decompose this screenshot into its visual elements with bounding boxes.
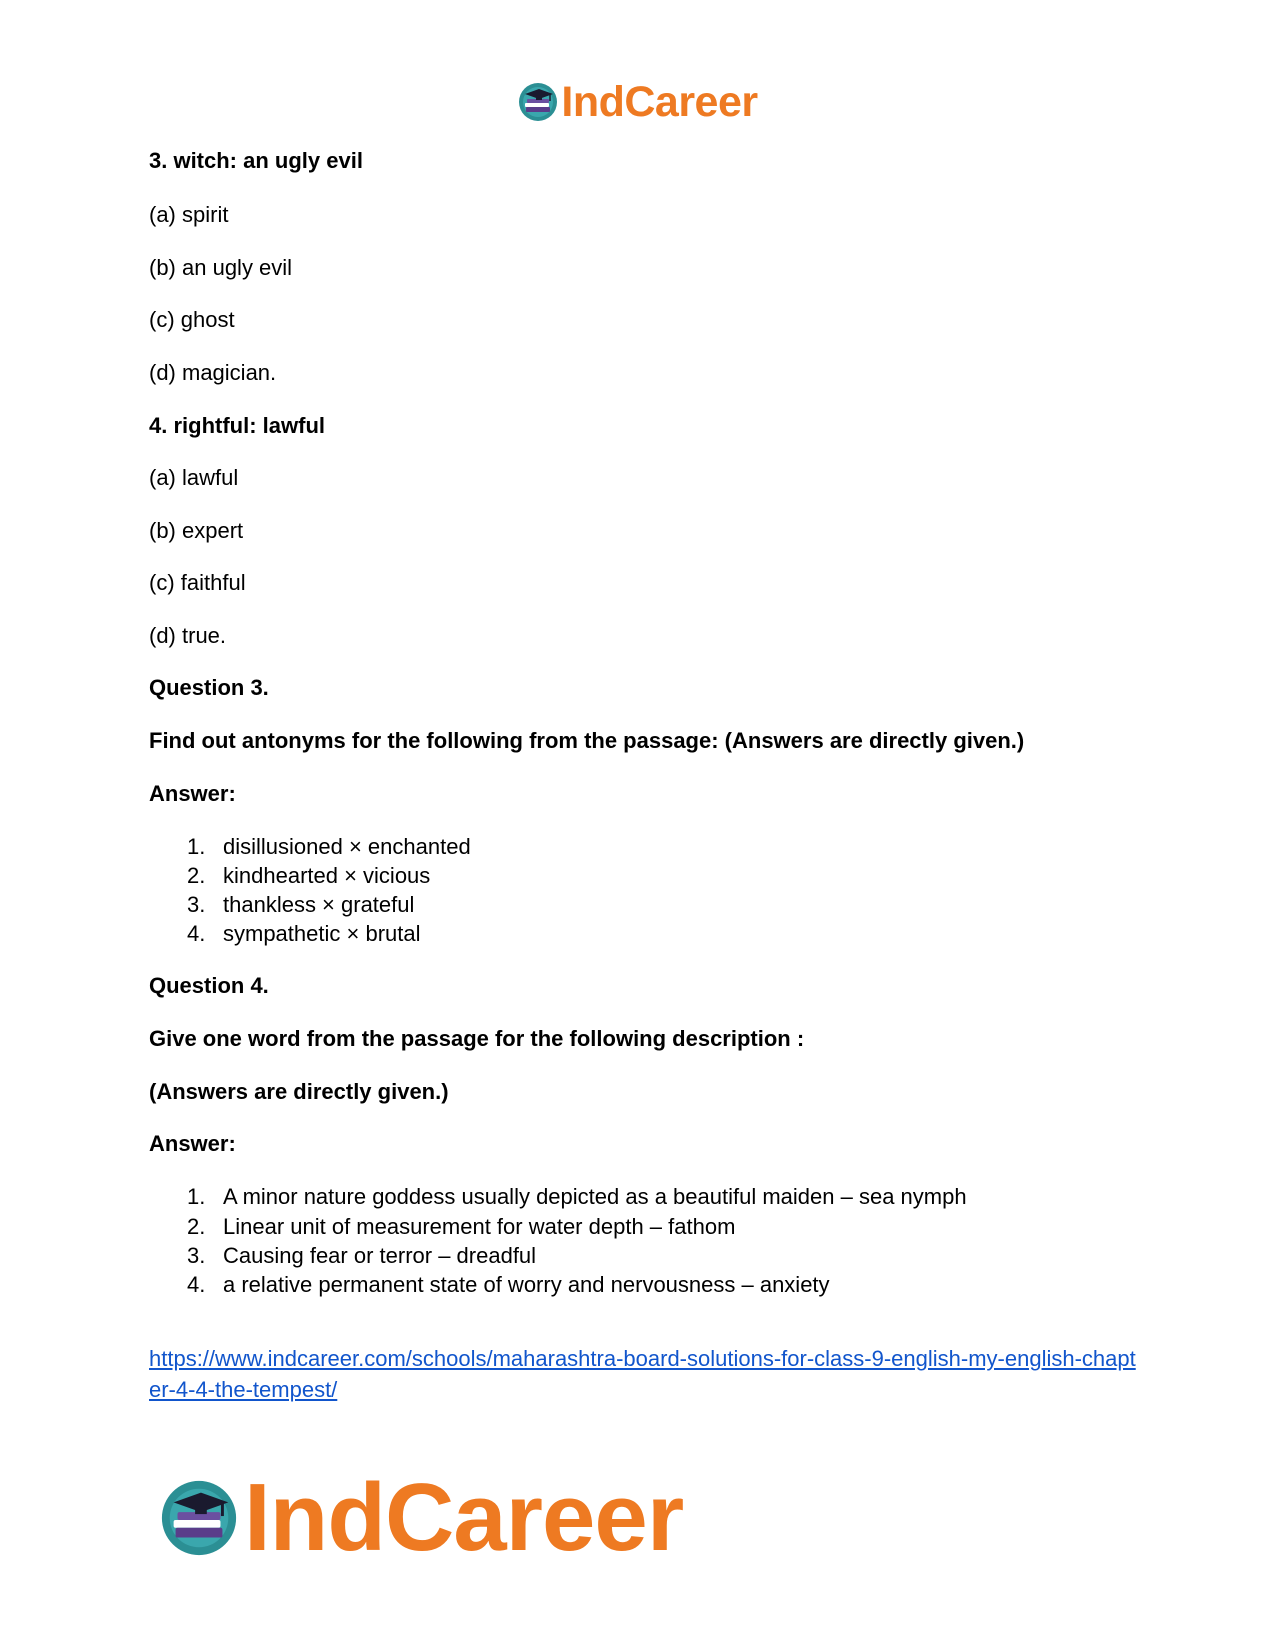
question-note: (Answers are directly given.) <box>149 1079 449 1104</box>
list-number: 2. <box>187 863 206 888</box>
list-number: 1. <box>187 834 206 859</box>
list-number: 3. <box>187 1243 206 1268</box>
option: (c) ghost <box>149 307 235 332</box>
list-number: 3. <box>187 892 206 917</box>
answer-label: Answer: <box>149 1131 236 1156</box>
list-number: 1. <box>187 1184 206 1209</box>
option: (d) true. <box>149 623 227 648</box>
list-item <box>187 1184 967 1210</box>
option: (b) expert <box>149 518 244 543</box>
list-text: a relative permanent state of worry and nervousness – anxiety <box>223 1272 830 1297</box>
list-number: 2. <box>187 1214 206 1239</box>
header-logo <box>0 78 1275 126</box>
list-text: disillusioned × enchanted <box>223 834 471 859</box>
option: (a) lawful <box>149 465 239 490</box>
option: (c) faithful <box>149 570 246 595</box>
list-item <box>187 1272 830 1298</box>
list-item <box>187 921 420 947</box>
list-item <box>187 834 471 860</box>
list-item <box>187 1243 536 1269</box>
list-text: A minor nature goddess usually depicted as a beautiful maiden – sea nymph <box>223 1184 967 1209</box>
list-text: Causing fear or terror – dreadful <box>223 1243 537 1268</box>
vocab-item-heading: 3. witch: an ugly evil <box>149 148 363 173</box>
logo-wordmark: IndCareer <box>244 1464 684 1571</box>
list-item <box>187 863 430 889</box>
logo-wordmark: IndCareer <box>561 78 758 126</box>
option: (d) magician. <box>149 360 277 385</box>
option: (b) an ugly evil <box>149 255 293 280</box>
list-text: Linear unit of measurement for water depth – fathom <box>223 1214 736 1239</box>
list-text: kindhearted × vicious <box>223 863 431 888</box>
list-item <box>187 1214 735 1240</box>
question-title: Question 4. <box>149 973 269 998</box>
list-number: 4. <box>187 1272 206 1297</box>
list-text: sympathetic × brutal <box>223 921 421 946</box>
question-prompt: Find out antonyms for the following from the passage: (Answers are directly given.) <box>149 728 1025 753</box>
option: (a) spirit <box>149 202 229 227</box>
list-text: thankless × grateful <box>223 892 415 917</box>
question-title: Question 3. <box>149 675 269 700</box>
list-item <box>187 892 414 918</box>
source-link[interactable]: https://www.indcareer.com/schools/maharashtra-board-solutions-for-class-9-english-my-english-chapter-4-4-the-tempest/ <box>149 1346 1136 1402</box>
graduation-book-icon <box>158 1477 240 1559</box>
footer-logo <box>158 1464 684 1571</box>
answer-label: Answer: <box>149 781 236 806</box>
vocab-item-heading: 4. rightful: lawful <box>149 413 325 438</box>
graduation-book-icon <box>517 81 559 123</box>
question-prompt: Give one word from the passage for the following description : <box>149 1026 805 1051</box>
list-number: 4. <box>187 921 206 946</box>
